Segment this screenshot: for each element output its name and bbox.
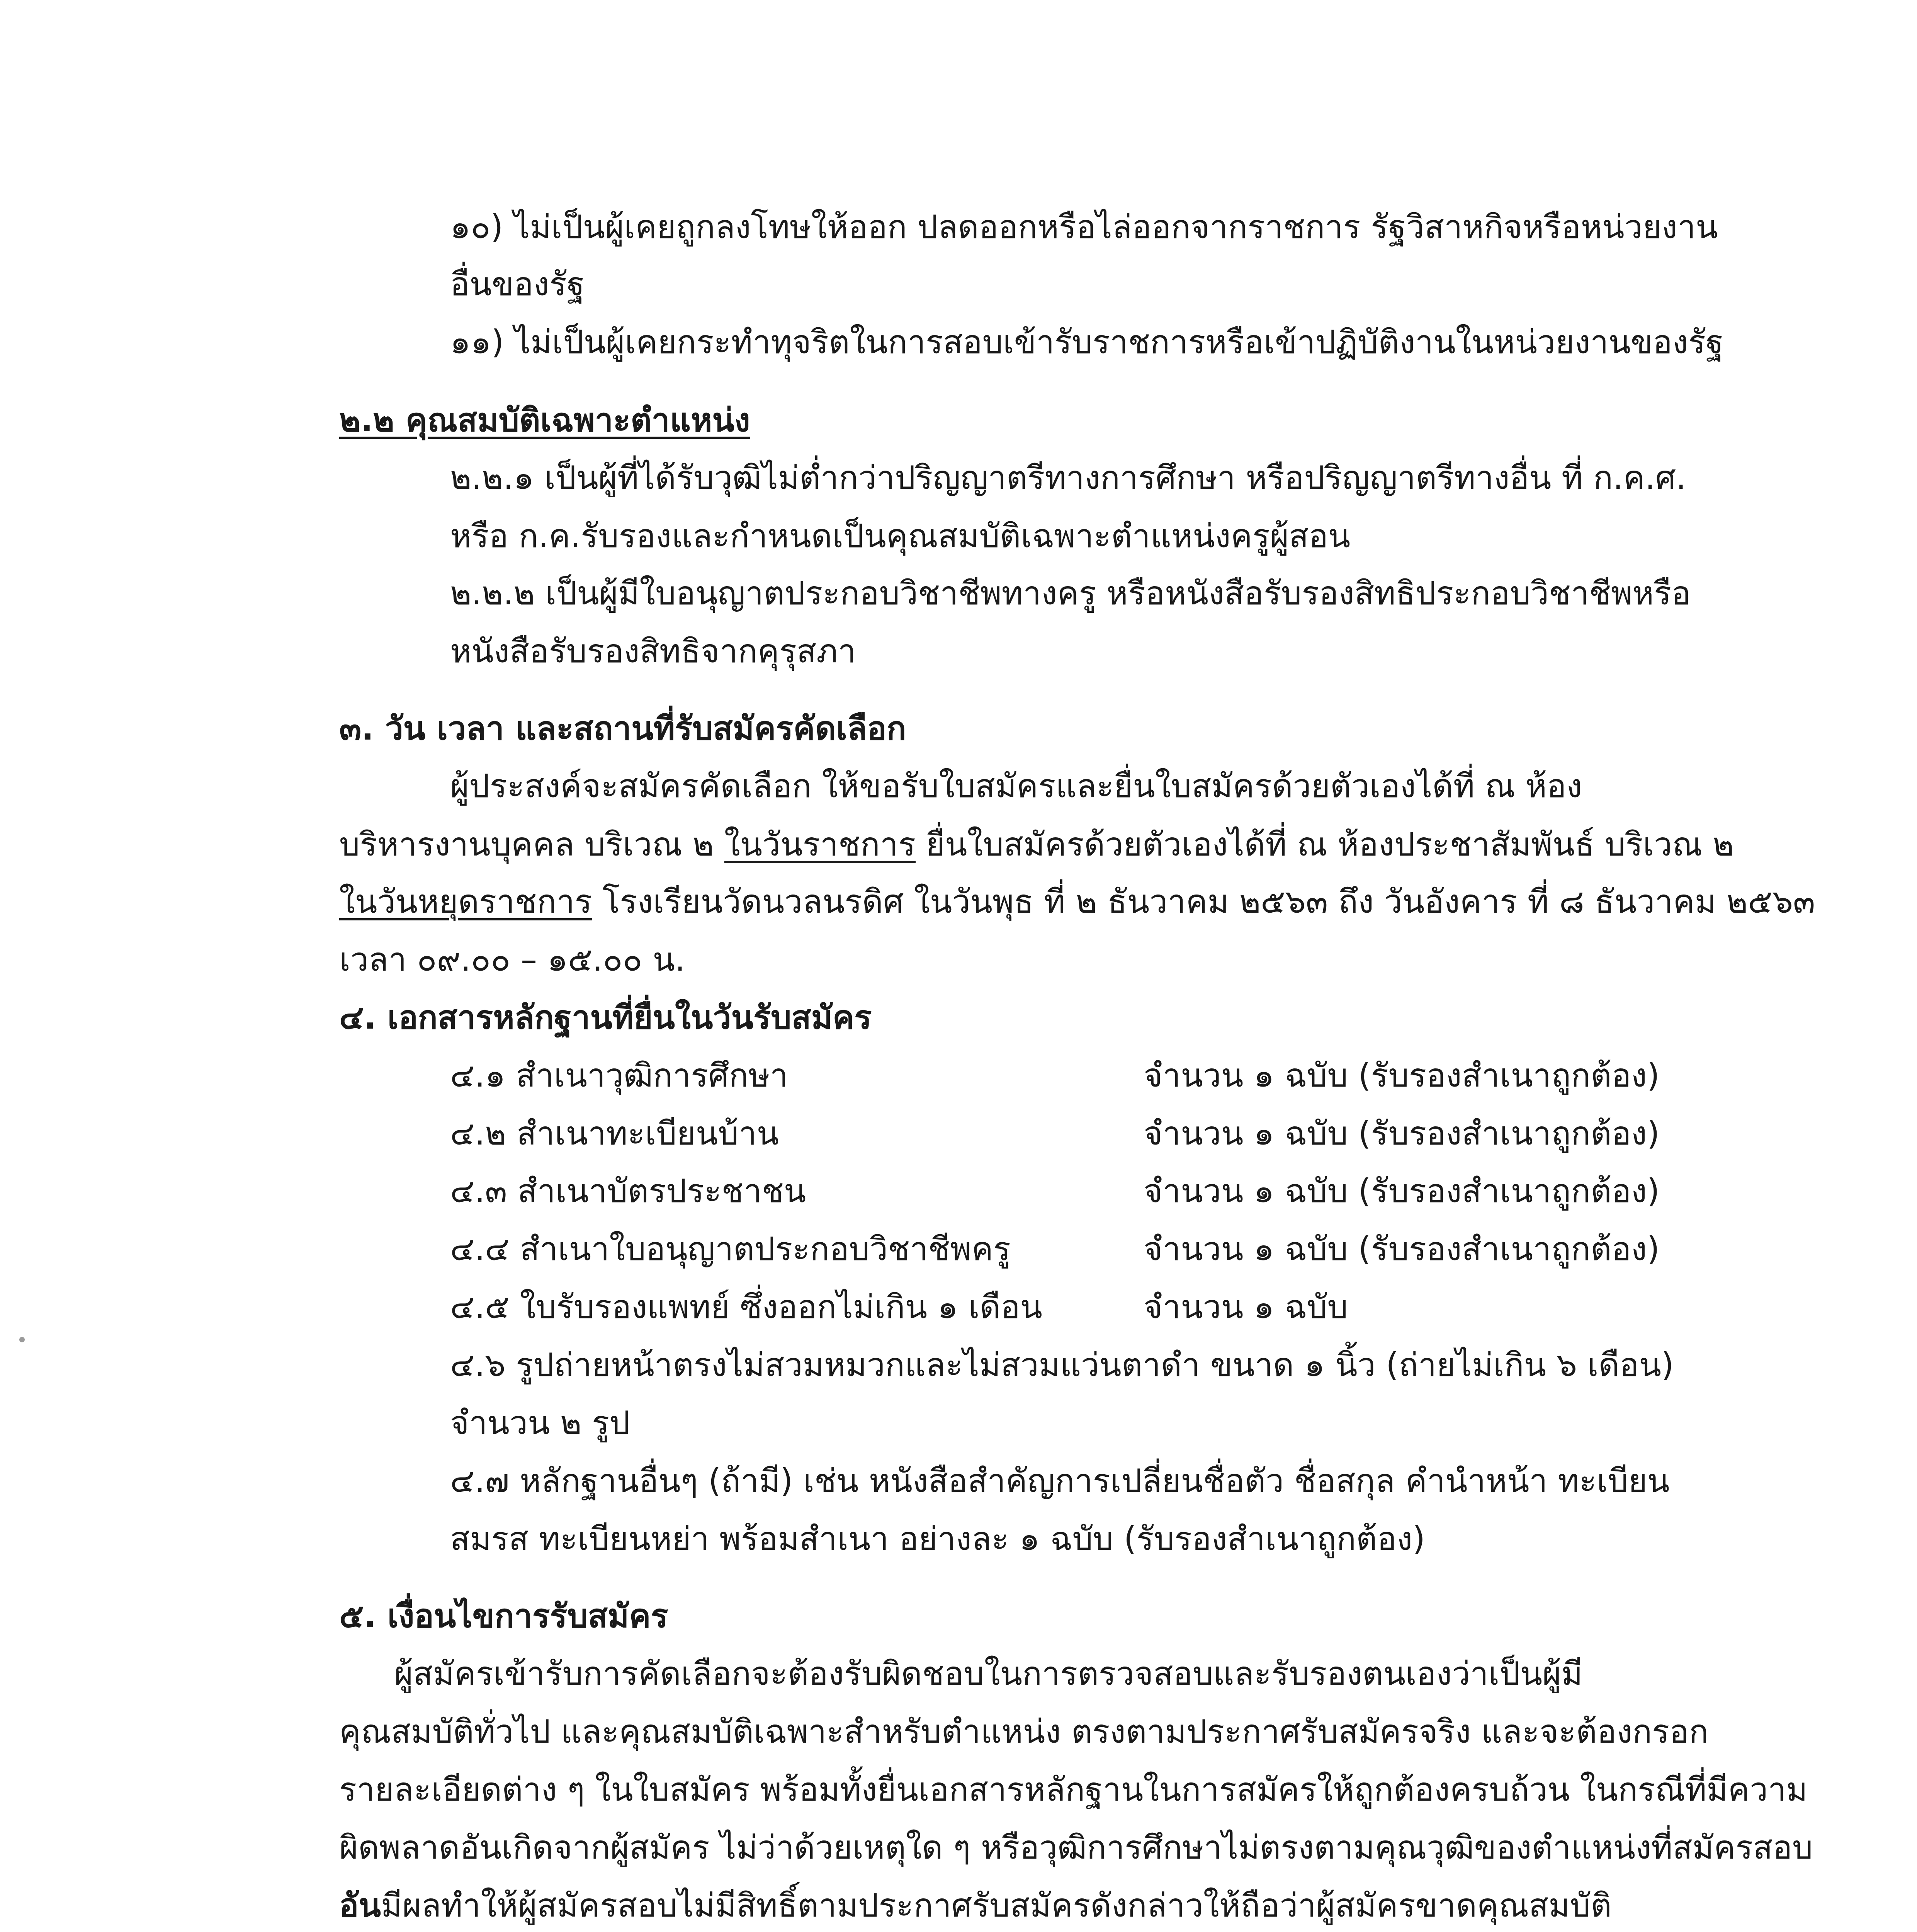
section-2-2-heading: ๒.๒ คุณสมบัติเฉพาะตำแหน่ง xyxy=(339,401,750,439)
section-5-line-3: รายละเอียดต่าง ๆ ในใบสมัคร พร้อมทั้งยื่นเอกสารหลักฐานในการสมัครให้ถูกต้องครบถ้วน ในกรณีที่มีความ xyxy=(339,1770,1808,1808)
scan-speck xyxy=(19,1337,25,1342)
section-5-line-1: ผู้สมัครเข้ารับการคัดเลือกจะต้องรับผิดชอบในการตรวจสอบและรับรองตนเองว่าเป็นผู้มี xyxy=(394,1655,1583,1692)
doc-item-qty: จำนวน ๑ ฉบับ (รับรองสำเนาถูกต้อง) xyxy=(1144,1114,1660,1152)
doc-item-6-line-1: ๔.๖ รูปถ่ายหน้าตรงไม่สวมหมวกและไม่สวมแว่นตาดำ ขนาด ๑ นิ้ว (ถ่ายไม่เกิน ๖ เดือน) xyxy=(450,1346,1674,1384)
section-3-line-3 xyxy=(339,885,1815,918)
section-3-line-2 xyxy=(339,825,1734,863)
section-2-2-2-line-2: หนังสือรับรองสิทธิจากคุรุสภา xyxy=(450,632,856,670)
section-5-line-5-bold: อัน xyxy=(339,1886,381,1924)
section-5-heading: ๕. เงื่อนไขการรับสมัคร xyxy=(339,1597,668,1635)
doc-item-qty: จำนวน ๑ ฉบับ (รับรองสำเนาถูกต้อง) xyxy=(1144,1172,1660,1210)
section-2-2-1-line-1: ๒.๒.๑ เป็นผู้ที่ได้รับวุฒิไม่ต่ำกว่าปริญญาตรีทางการศึกษา หรือปริญญาตรีทางอื่น ที่ ก.ค.ศ. xyxy=(450,459,1686,497)
section-3-line-2-a: บริหารงานบุคคล บริเวณ ๒ xyxy=(339,825,724,863)
item-10-line-2: อื่นของรัฐ xyxy=(450,265,585,303)
section-3-line-2-b: ยื่นใบสมัครด้วยตัวเองได้ที่ ณ ห้องประชาสัมพันธ์ บริเวณ ๒ xyxy=(916,825,1734,863)
section-2-2-2-line-1: ๒.๒.๒ เป็นผู้มีใบอนุญาตประกอบวิชาชีพทางครู หรือหนังสือรับรองสิทธิประกอบวิชาชีพหรือ xyxy=(450,574,1691,612)
doc-item-label: ๔.๕ ใบรับรองแพทย์ ซึ่งออกไม่เกิน ๑ เดือน xyxy=(450,1288,1042,1326)
section-3-line-3-b: โรงเรียนวัดนวลนรดิศ ในวันพุธ ที่ ๒ ธันวาคม ๒๕๖๓ ถึง วันอังคาร ที่ ๘ ธันวาคม ๒๕๖๓ xyxy=(592,883,1815,920)
doc-item-label: ๔.๔ สำเนาใบอนุญาตประกอบวิชาชีพครู xyxy=(450,1230,1011,1268)
section-3-line-4: เวลา ๐๙.๐๐ – ๑๕.๐๐ น. xyxy=(339,940,685,978)
section-5-line-5-rest: มีผลทำให้ผู้สมัครสอบไม่มีสิทธิ์ตามประกาศรับสมัครดังกล่าวให้ถือว่าผู้สมัครขาดคุณสมบัติ xyxy=(381,1886,1612,1924)
doc-item-label: ๔.๓ สำเนาบัตรประชาชน xyxy=(450,1172,806,1210)
doc-item-7-line-1: ๔.๗ หลักฐานอื่นๆ (ถ้ามี) เช่น หนังสือสำคัญการเปลี่ยนชื่อตัว ชื่อสกุล คำนำหน้า ทะเบียน xyxy=(450,1462,1670,1500)
weekday-underlined: ในวันราชการ xyxy=(724,825,916,863)
doc-item-qty: จำนวน ๑ ฉบับ (รับรองสำเนาถูกต้อง) xyxy=(1144,1230,1660,1268)
section-2-2-1-line-2: หรือ ก.ค.รับรองและกำหนดเป็นคุณสมบัติเฉพาะตำแหน่งครูผู้สอน xyxy=(450,517,1351,555)
section-3-line-1: ผู้ประสงค์จะสมัครคัดเลือก ให้ขอรับใบสมัครและยื่นใบสมัครด้วยตัวเองได้ที่ ณ ห้อง xyxy=(450,767,1582,805)
doc-item-7-line-2: สมรส ทะเบียนหย่า พร้อมสำเนา อย่างละ ๑ ฉบับ (รับรองสำเนาถูกต้อง) xyxy=(450,1520,1425,1558)
section-3-heading: ๓. วัน เวลา และสถานที่รับสมัครคัดเลือก xyxy=(339,709,906,747)
doc-item-qty: จำนวน ๑ ฉบับ (รับรองสำเนาถูกต้อง) xyxy=(1144,1056,1660,1094)
section-4-heading: ๔. เอกสารหลักฐานที่ยื่นในวันรับสมัคร xyxy=(339,998,872,1036)
section-5-line-4: ผิดพลาดอันเกิดจากผู้สมัคร ไม่ว่าด้วยเหตุใด ๆ หรือวุฒิการศึกษาไม่ตรงตามคุณวุฒิของตำแหน่งที่สมัครสอบ xyxy=(339,1828,1813,1866)
item-11: ๑๑) ไม่เป็นผู้เคยกระทำทุจริตในการสอบเข้ารับราชการหรือเข้าปฏิบัติงานในหน่วยงานของรัฐ xyxy=(450,323,1724,361)
doc-item-6-line-2: จำนวน ๒ รูป xyxy=(450,1404,630,1442)
section-5-line-5 xyxy=(339,1886,1612,1924)
item-10-line-1: ๑๐) ไม่เป็นผู้เคยถูกลงโทษให้ออก ปลดออกหรือไล่ออกจากราชการ รัฐวิสาหกิจหรือหน่วยงาน xyxy=(450,208,1718,246)
holiday-underlined: ในวันหยุดราชการ xyxy=(339,883,592,920)
doc-item-label: ๔.๑ สำเนาวุฒิการศึกษา xyxy=(450,1056,788,1094)
section-5-line-2: คุณสมบัติทั่วไป และคุณสมบัติเฉพาะสำหรับตำแหน่ง ตรงตามประกาศรับสมัครจริง และจะต้องกรอก xyxy=(339,1713,1709,1750)
doc-item-qty: จำนวน ๑ ฉบับ xyxy=(1144,1288,1348,1326)
doc-item-label: ๔.๒ สำเนาทะเบียนบ้าน xyxy=(450,1114,779,1152)
